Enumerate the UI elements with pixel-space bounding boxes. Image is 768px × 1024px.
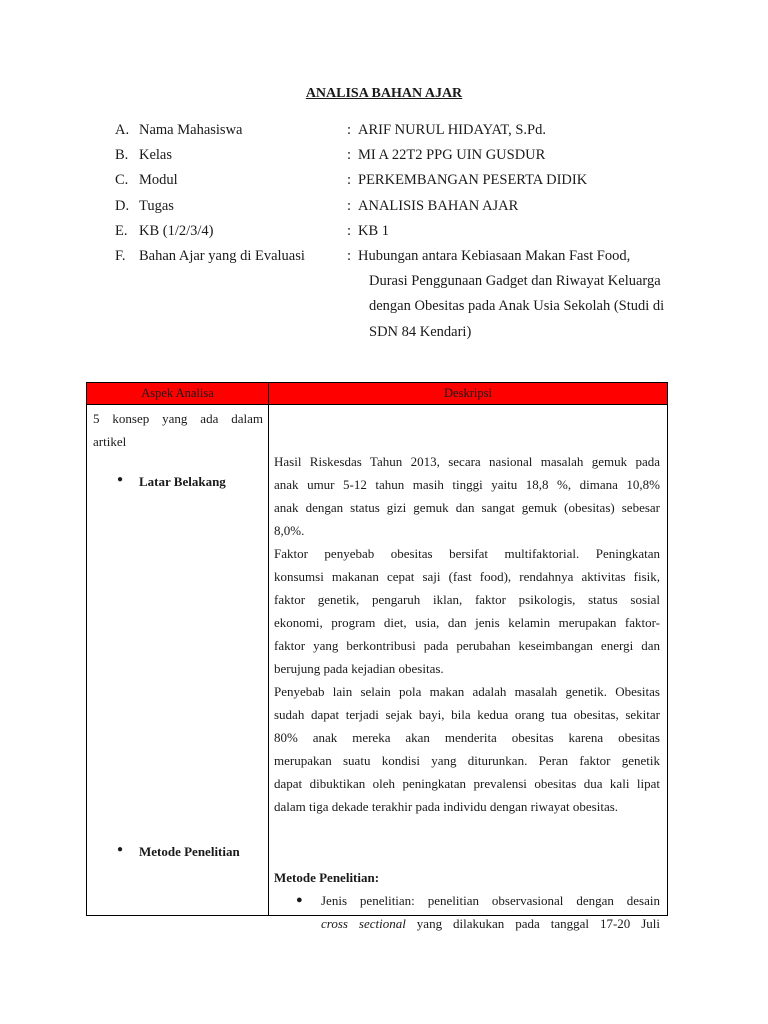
text-line: konsumsi makanan cepat saji (fast food), rendahnya aktivitas fisik, [274, 569, 660, 584]
info-row-tugas [115, 194, 695, 219]
text-line: Faktor penyebab obesitas bersifat multifaktorial. Peningkatan [274, 546, 660, 561]
text-fragment: yang dilakukan pada tanggal 17-20 Juli [405, 916, 661, 931]
info-row-kb [115, 219, 695, 244]
info-colon: : [347, 147, 352, 164]
text-line: dalam tiga dekade terakhir pada individu dengan riwayat obesitas. [274, 799, 619, 814]
text-line: 8,0%. [274, 523, 305, 538]
info-value [358, 244, 688, 345]
aspek-cell [87, 405, 269, 916]
text-line: merupakan suatu kondisi yang diturunkan. Peran faktor genetik [274, 753, 660, 768]
intro-text [87, 405, 268, 453]
info-value: MI A 22T2 PPG UIN GUSDUR [358, 147, 546, 164]
info-label: Modul [139, 172, 178, 189]
metode-penelitian-description [274, 866, 660, 935]
header-aspek-analisa: Aspek Analisa [87, 383, 269, 405]
text-line: dapat dibuktikan oleh peningkatan prevalensi obesitas dua kali lipat [274, 776, 660, 791]
info-row-kelas [115, 143, 695, 168]
paragraph [274, 542, 660, 680]
intro-line: artikel [93, 434, 127, 449]
list-item [274, 889, 660, 935]
info-label: KB (1/2/3/4) [139, 222, 214, 239]
info-row-modul [115, 168, 695, 193]
analysis-table [86, 382, 668, 931]
info-value-line: SDN 84 Kendari) [369, 323, 472, 340]
metode-list [274, 889, 660, 935]
info-value-line: Durasi Penggunaan Gadget dan Riwayat Keluarga [369, 273, 661, 290]
info-value-line: dengan Obesitas pada Anak Usia Sekolah (Studi di [369, 298, 665, 315]
info-colon: : [347, 172, 352, 189]
text-line: faktor yang berkontribusi pada perubahan keseimbangan energi dan [274, 638, 660, 653]
bullet-icon: ● [296, 894, 303, 906]
text-line: ekonomi, program diet, usia, dan jenis kelamin merupakan faktor- [274, 615, 660, 630]
latar-belakang-description [274, 450, 660, 818]
identity-list [115, 118, 695, 345]
info-colon: : [347, 122, 352, 138]
info-value: KB 1 [358, 222, 390, 239]
info-letter: C. [115, 172, 129, 189]
table-header-row [87, 383, 668, 405]
bullet-label: Latar Belakang [139, 474, 226, 489]
info-colon: : [347, 247, 352, 264]
text-line: anak dengan status gizi gemuk dan sangat gemuk (obesitas) sebesar [274, 500, 660, 515]
text-line: Hasil Riskesdas Tahun 2013, secara nasional masalah gemuk pada [274, 454, 660, 469]
bullet-label: Metode Penelitian [139, 844, 240, 859]
info-value-line: Hubungan antara Kebiasaan Makan Fast Food, [358, 247, 631, 264]
deskripsi-cell [269, 405, 668, 931]
info-letter: D. [115, 197, 130, 214]
paragraph [274, 450, 660, 542]
bullet-icon: ● [117, 474, 124, 485]
document-title: ANALISA BAHAN AJAR [305, 86, 463, 101]
info-value: PERKEMBANGAN PESERTA DIDIK [358, 172, 588, 189]
info-colon: : [347, 222, 352, 239]
info-row-bahan-ajar [115, 244, 695, 345]
text-line: faktor genetik, pengaruh iklan, faktor psikologis, status sosial [274, 592, 660, 607]
info-letter: F. [115, 247, 126, 264]
info-label: Nama Mahasiswa [139, 122, 243, 138]
info-row-nama [115, 118, 695, 143]
text-line [321, 912, 660, 935]
text-line: anak umur 5-12 tahun masih tinggi yaitu 18,8 %, dimana 10,8% [274, 477, 660, 492]
info-label: Bahan Ajar yang di Evaluasi [139, 247, 305, 264]
info-label: Tugas [139, 197, 174, 214]
intro-line: 5 konsep yang ada dalam [93, 411, 263, 426]
text-line: 80% anak mereka akan menderita obesitas karena obesitas [274, 730, 660, 745]
info-letter: E. [115, 222, 128, 239]
info-value: ANALISIS BAHAN AJAR [358, 197, 519, 214]
text-line: sudah dapat terjadi sejak bayi, bila kedua orang tua obesitas, sekitar [274, 707, 660, 722]
header-deskripsi: Deskripsi [269, 383, 668, 405]
bullet-icon: ● [117, 844, 124, 855]
info-letter: A. [115, 122, 130, 138]
text-line: berujung pada kejadian obesitas. [274, 661, 444, 676]
info-colon: : [347, 197, 352, 214]
table-row [87, 405, 668, 916]
text-line: Penyebab lain selain pola makan adalah masalah genetik. Obesitas [274, 684, 660, 699]
info-value: ARIF NURUL HIDAYAT, S.Pd. [358, 122, 546, 138]
text-line: Jenis penelitian: penelitian observasional dengan desain [321, 893, 660, 908]
paragraph [274, 680, 660, 818]
info-label: Kelas [139, 147, 173, 164]
metode-heading: Metode Penelitian: [274, 870, 380, 885]
info-letter: B. [115, 147, 129, 164]
italic-term: cross sectional [321, 916, 406, 931]
